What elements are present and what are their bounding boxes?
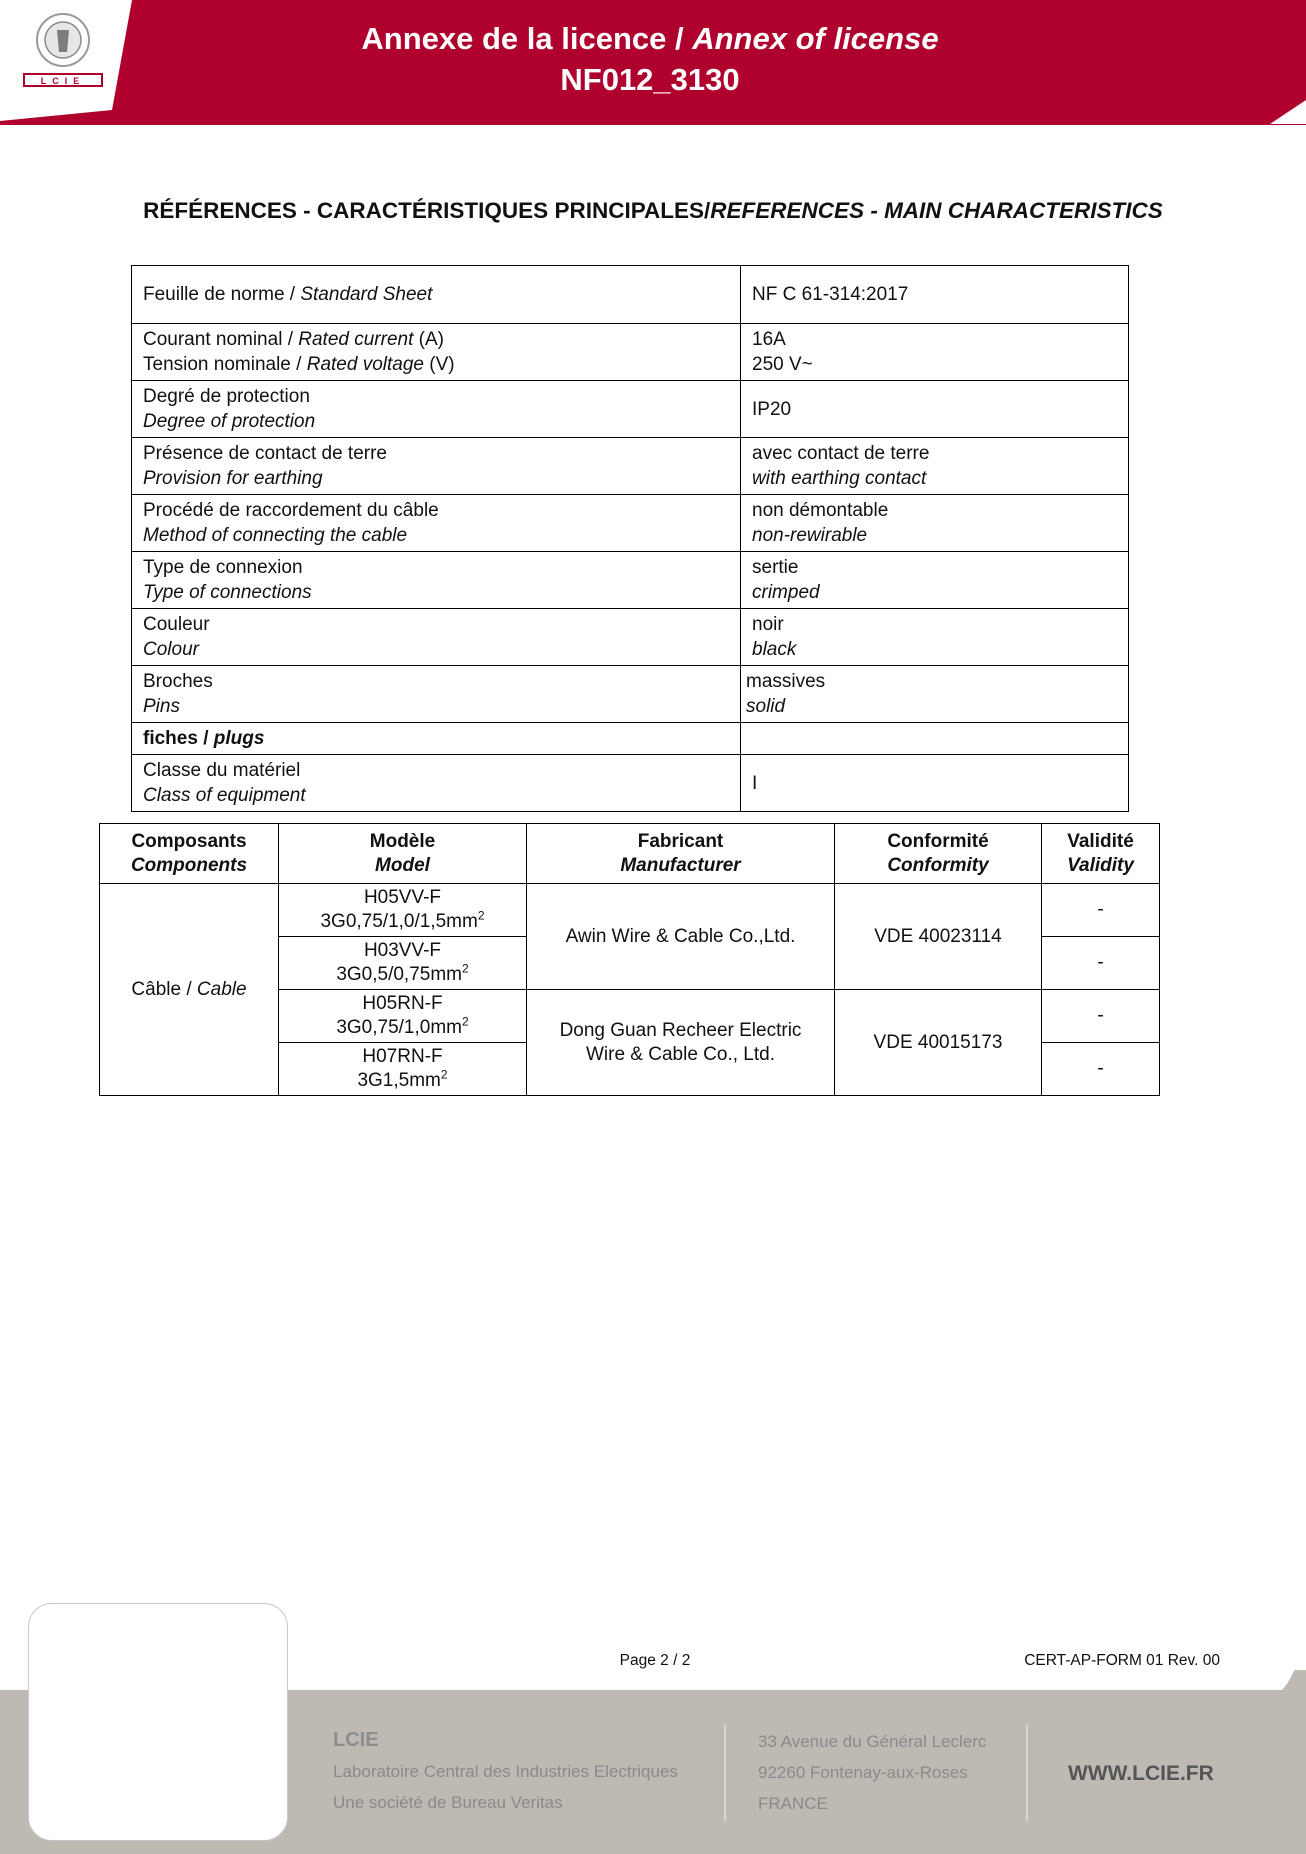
- table-row: [132, 438, 1129, 495]
- manufacturer-cell: Dong Guan Recheer Electric Wire & Cable Co., Ltd.: [527, 990, 835, 1096]
- manufacturer-header: Fabricant Manufacturer: [527, 824, 835, 884]
- conformity-cell: VDE 40023114: [835, 884, 1042, 990]
- colour-label: Couleur Colour: [132, 609, 741, 666]
- rating-value: 16A 250 V~: [741, 324, 1129, 381]
- footer-address: [758, 1726, 986, 1819]
- components-table: [99, 823, 1160, 1096]
- form-reference: CERT-AP-FORM 01 Rev. 00: [1024, 1652, 1220, 1669]
- plugs-value: [741, 723, 1129, 755]
- pins-label: Broches Pins: [132, 666, 741, 723]
- document-header: [0, 0, 1306, 125]
- rating-label: Courant nominal / Rated current (A) Tension nominale / Rated voltage (V): [132, 324, 741, 381]
- title-fr: Annexe de la licence /: [361, 21, 693, 56]
- table-row: [132, 495, 1129, 552]
- footer-org-full: Laboratoire Central des Industries Electriques: [333, 1762, 678, 1781]
- validity-header: Validité Validity: [1042, 824, 1160, 884]
- cable-method-value: non démontable non-rewirable: [741, 495, 1129, 552]
- table-row: [132, 723, 1129, 755]
- table-row: [132, 381, 1129, 438]
- footer-website-link[interactable]: WWW.LCIE.FR: [1068, 1762, 1214, 1785]
- conformity-cell: VDE 40015173: [835, 990, 1042, 1096]
- table-row: [132, 755, 1129, 812]
- table-row: [132, 609, 1129, 666]
- table-header-row: [100, 824, 1160, 884]
- validity-cell: -: [1042, 884, 1160, 937]
- earthing-value: avec contact de terre with earthing contact: [741, 438, 1129, 495]
- model-cell: H07RN-F $3G1,5mm^2$: [279, 1043, 527, 1096]
- footer-org-name: LCIE: [333, 1729, 379, 1751]
- model-cell: H05VV-F $3G0,75/1,0/1,5mm^2$: [279, 884, 527, 937]
- table-row: [100, 884, 1160, 937]
- validity-cell: -: [1042, 1043, 1160, 1096]
- manufacturer-cell: Awin Wire & Cable Co.,Ltd.: [527, 884, 835, 990]
- connection-value: sertie crimped: [741, 552, 1129, 609]
- footer-address-1: 33 Avenue du Général Leclerc: [758, 1732, 987, 1751]
- section-title: [0, 198, 1306, 224]
- component-cable: Câble / Cable: [100, 884, 279, 1096]
- footer-address-3: FRANCE: [758, 1794, 828, 1813]
- table-row: [132, 266, 1129, 324]
- plugs-label: fiches / plugs: [132, 723, 741, 755]
- class-value: I: [741, 755, 1129, 812]
- footer-org-sub: Une société de Bureau Veritas: [333, 1793, 563, 1812]
- page-number: Page 2 / 2: [619, 1652, 691, 1669]
- table-row: [132, 324, 1129, 381]
- table-row: [132, 666, 1129, 723]
- validity-cell: -: [1042, 990, 1160, 1043]
- footer-divider: [724, 1725, 726, 1821]
- section-title-fr: RÉFÉRENCES - CARACTÉRISTIQUES PRINCIPALES/: [143, 198, 711, 223]
- protection-label: Degré de protection Degree of protection: [132, 381, 741, 438]
- license-number: NF012_3130: [560, 62, 740, 97]
- pins-value: massives solid: [741, 666, 1129, 723]
- model-cell: H03VV-F $3G0,5/0,75mm^2$: [279, 937, 527, 990]
- protection-value: IP20: [741, 381, 1129, 438]
- bureau-veritas-lcie-logo: [22, 8, 104, 88]
- footer-org: [333, 1725, 678, 1818]
- table-row: [132, 552, 1129, 609]
- section-title-en: REFERENCES - MAIN CHARACTERISTICS: [710, 198, 1163, 223]
- footer-divider: [1026, 1725, 1028, 1821]
- logo-lcie-text: LCIE: [40, 76, 86, 86]
- cable-method-label: Procédé de raccordement du câble Method of connecting the cable: [132, 495, 741, 552]
- colour-value: noir black: [741, 609, 1129, 666]
- header-title: [300, 18, 1000, 100]
- model-header: Modèle Model: [279, 824, 527, 884]
- validity-cell: -: [1042, 937, 1160, 990]
- model-cell: H05RN-F $3G0,75/1,0mm^2$: [279, 990, 527, 1043]
- title-en: Annex of license: [692, 21, 939, 56]
- std-sheet-value: NF C 61-314:2017: [741, 266, 1129, 324]
- earthing-label: Présence de contact de terre Provision for earthing: [132, 438, 741, 495]
- stamp-box: [28, 1603, 288, 1841]
- footer-address-2: 92260 Fontenay-aux-Roses: [758, 1763, 968, 1782]
- conformity-header: Conformité Conformity: [835, 824, 1042, 884]
- components-header: Composants Components: [100, 824, 279, 884]
- characteristics-table: [131, 265, 1129, 812]
- class-label: Classe du matériel Class of equipment: [132, 755, 741, 812]
- std-sheet-label: Feuille de norme / Standard Sheet: [132, 266, 741, 324]
- connection-label: Type de connexion Type of connections: [132, 552, 741, 609]
